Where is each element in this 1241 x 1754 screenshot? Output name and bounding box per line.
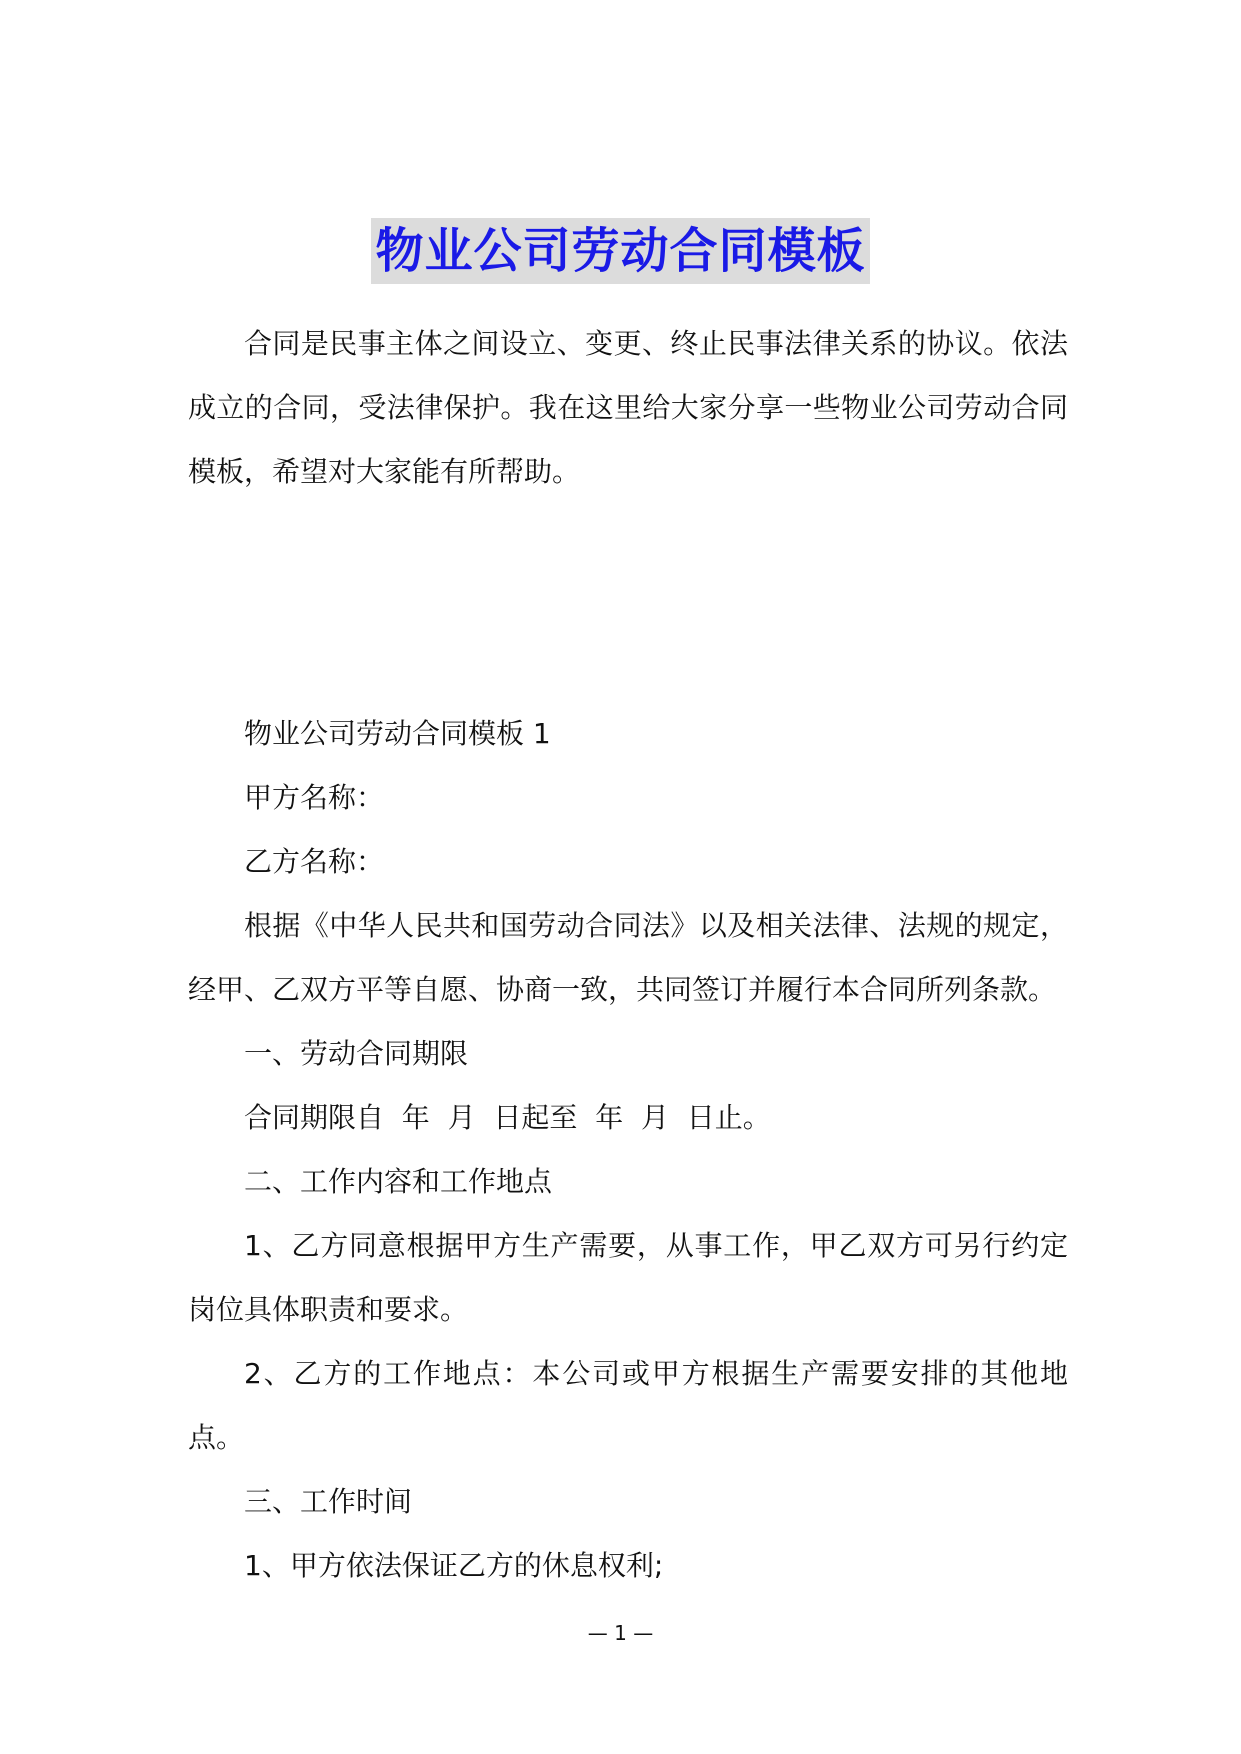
page-number: — 1 — <box>587 1621 654 1645</box>
contract-term-line: 合同期限自 年 月 日起至 年 月 日止。 <box>244 1101 771 1134</box>
party-b-name: 乙方名称： <box>244 845 385 878</box>
intro-paragraph: 合同是民事主体之间设立、变更、终止民事法律关系的协议。依法成立的合同，受法律保护。我在这里给大家分享一些物业公司劳动合同模板，希望对大家能有所帮助。 <box>188 327 1068 488</box>
title-container <box>0 218 1241 284</box>
section-heading-hours: 三、工作时间 <box>244 1485 413 1518</box>
rest-rights-clause: 1、甲方依法保证乙方的休息权利; <box>244 1549 664 1582</box>
contract-body <box>188 702 1068 1598</box>
section-heading-term: 一、劳动合同期限 <box>244 1037 469 1070</box>
document-title: 物业公司劳动合同模板 <box>371 218 869 284</box>
work-location-clause: 2、乙方的工作地点：本公司或甲方根据生产需要安排的其他地点。 <box>188 1357 1068 1454</box>
party-a-name: 甲方名称： <box>244 781 385 814</box>
section-heading-work: 二、工作内容和工作地点 <box>244 1165 553 1198</box>
intro-section <box>188 312 1068 504</box>
legal-basis-paragraph: 根据《中华人民共和国劳动合同法》以及相关法律、法规的规定，经甲、乙双方平等自愿、协商一致，共同签订并履行本合同所列条款。 <box>188 909 1068 1006</box>
contract-subtitle: 物业公司劳动合同模板 1 <box>244 717 551 750</box>
work-content-clause: 1、乙方同意根据甲方生产需要，从事工作，甲乙双方可另行约定岗位具体职责和要求。 <box>188 1229 1068 1326</box>
